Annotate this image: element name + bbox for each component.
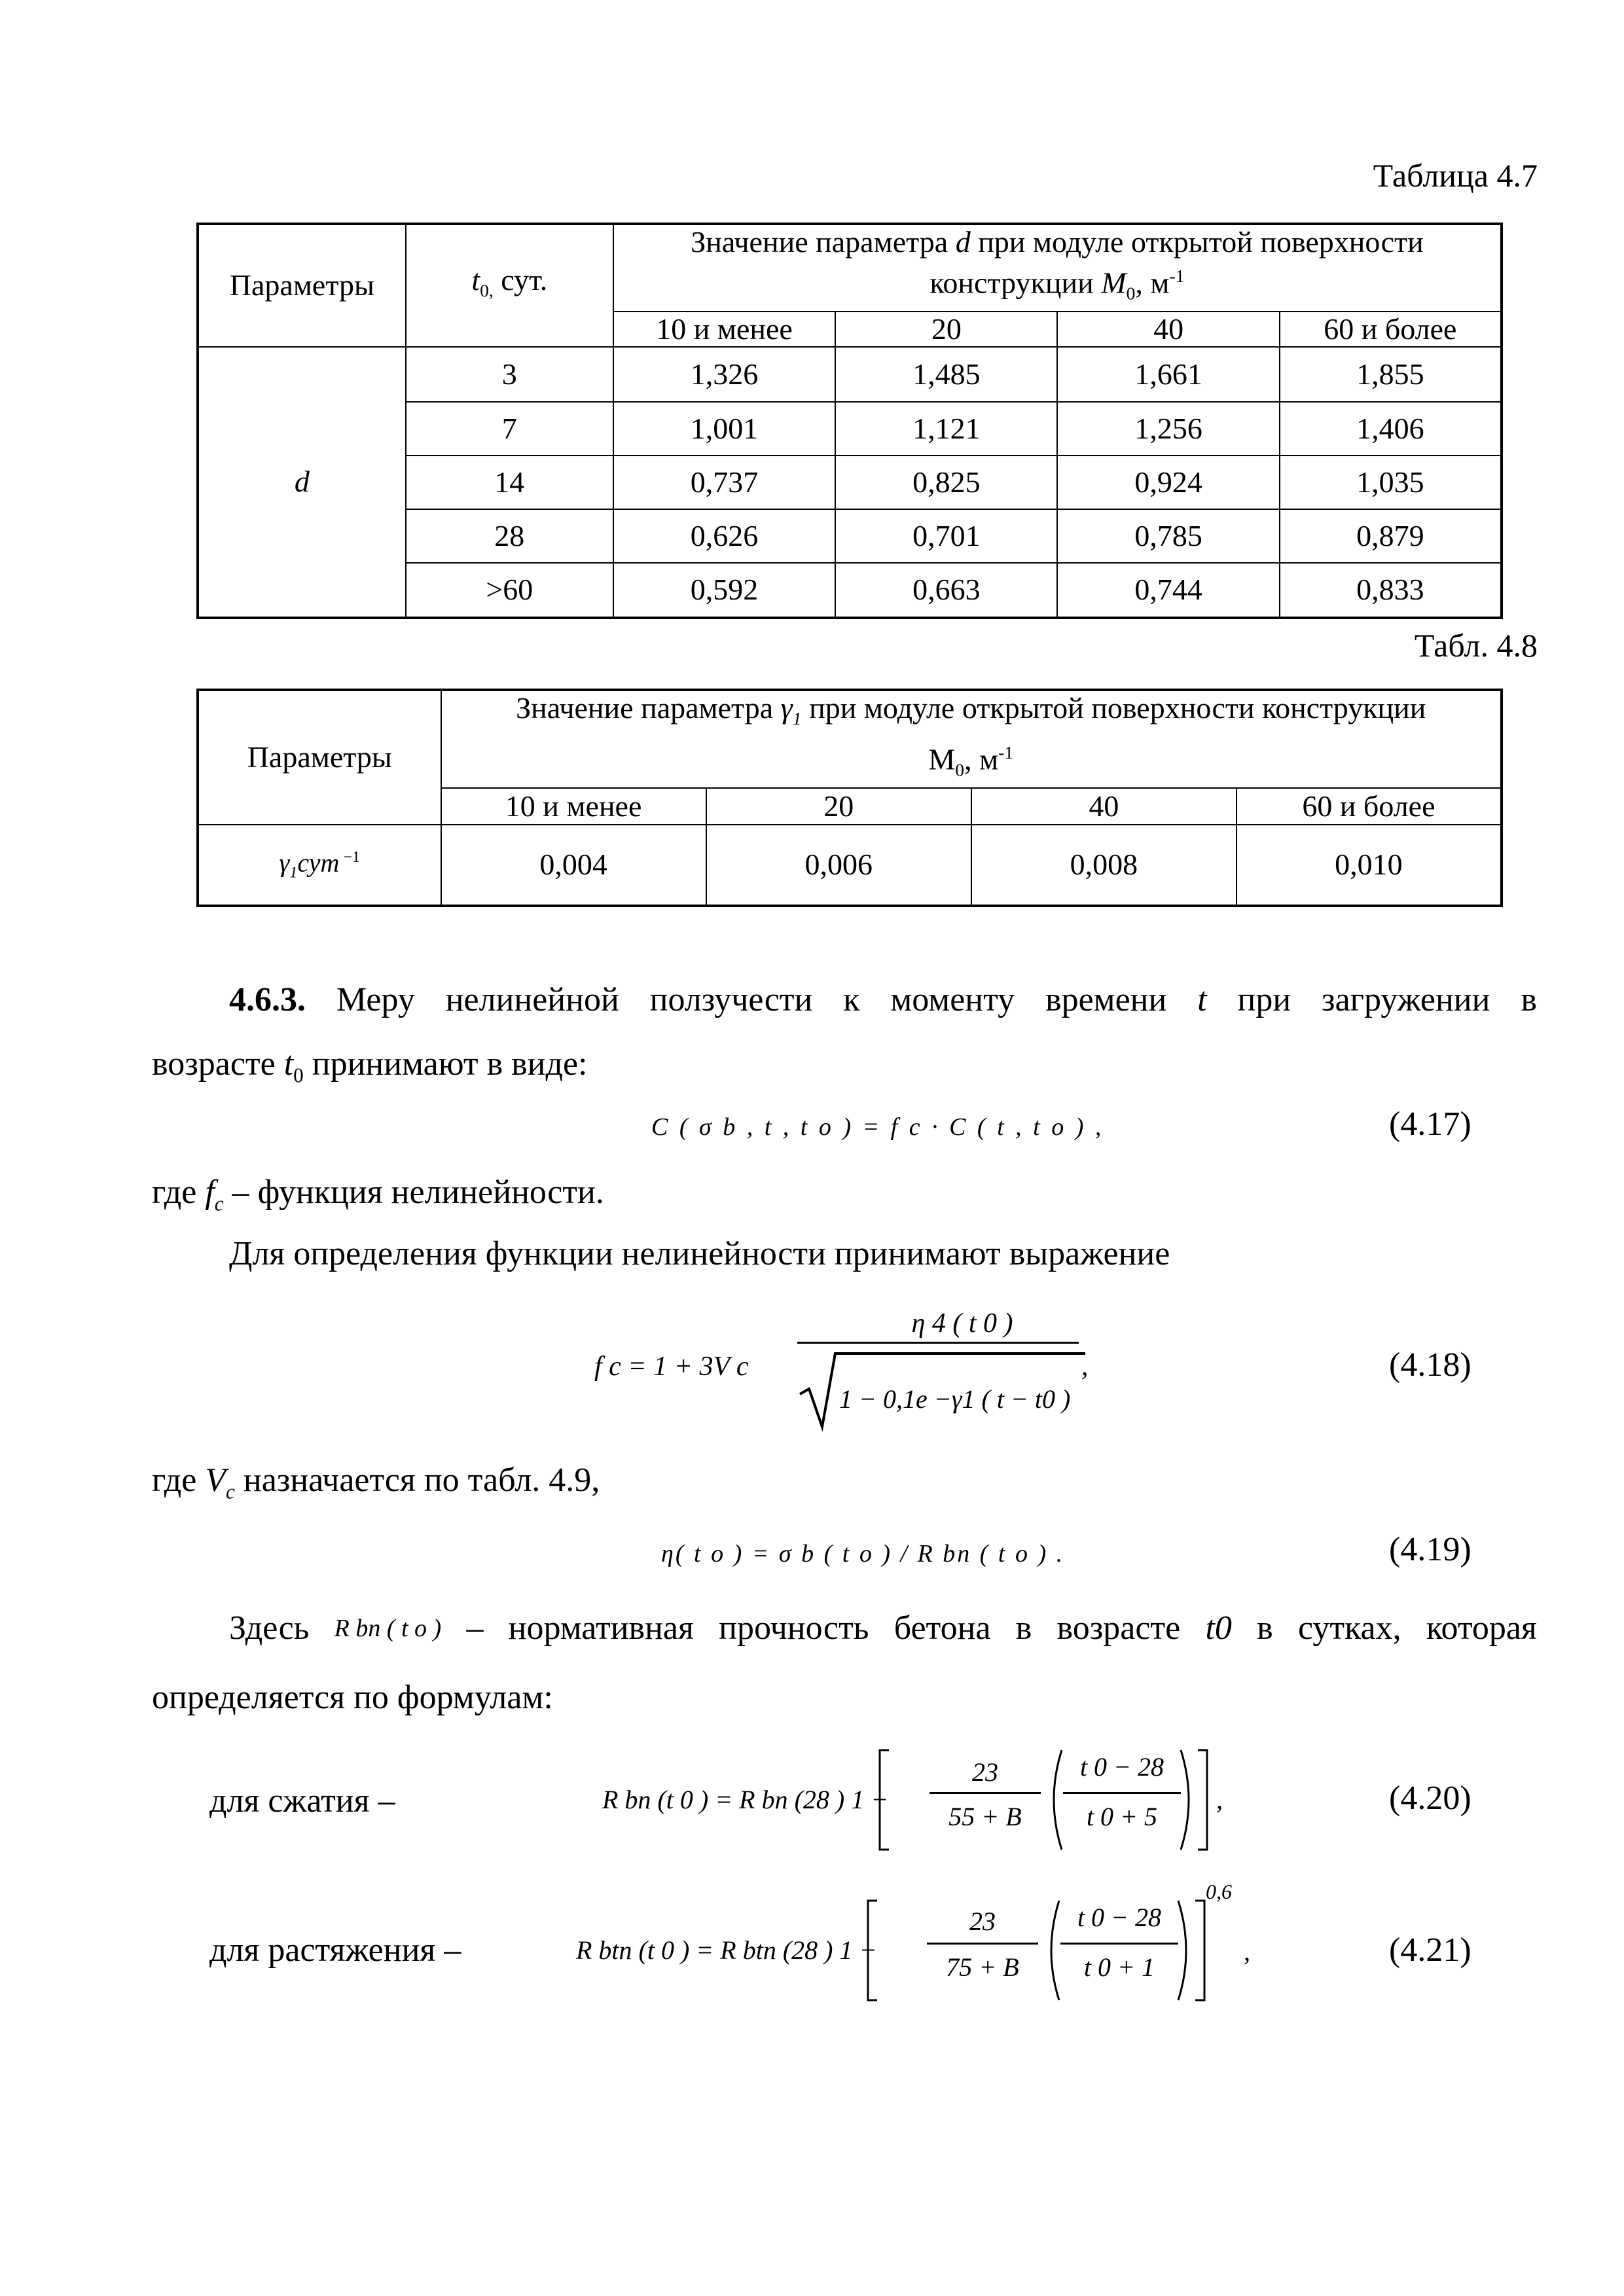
equation-number-4-21: (4.21)	[1389, 1931, 1471, 1969]
cell: 1,121	[835, 402, 1057, 456]
equation-4-20-comma: ,	[1216, 1785, 1223, 1814]
cell: 0,006	[706, 825, 971, 906]
cell-t0: 28	[406, 509, 613, 563]
cell: 0,825	[835, 456, 1057, 509]
equation-4-21-frac2-num: t 0 − 28	[1077, 1903, 1162, 1932]
equation-number-4-17: (4.17)	[1389, 1105, 1471, 1143]
cell-t0: 3	[406, 347, 613, 402]
cell-t0: 7	[406, 402, 613, 456]
equation-4-18-denominator: 1 − 0,1e −γ1 ( t − t0 )	[839, 1384, 1071, 1414]
col-header: 60 и более	[1236, 788, 1502, 825]
table-4-7	[196, 223, 1503, 619]
row-param-d: d	[198, 347, 406, 618]
right-bracket-icon	[1193, 1898, 1208, 2003]
fraction-bar	[797, 1342, 1079, 1344]
cell: 1,326	[613, 347, 835, 402]
fraction-bar	[929, 1792, 1041, 1794]
fraction-bar	[927, 1943, 1038, 1945]
paragraph-nonlinearity: Для определения функции нелинейности принимают выражение	[229, 1235, 1170, 1272]
equation-4-17: C ( σ b , t , t o ) = f c · C ( t , t o ) ,	[651, 1113, 1104, 1141]
table-4-8-caption: Табл. 4.8	[1414, 627, 1538, 664]
equation-4-18-left: f c = 1 + 3V c	[594, 1352, 749, 1382]
cell: 0,008	[971, 825, 1236, 906]
equation-4-20-frac1-den: 55 + B	[948, 1802, 1022, 1831]
equation-4-20-left: R bn (t 0 ) = R bn (28 ) 1 +	[602, 1785, 889, 1814]
where-vc: где $V_c$ назначается по табл. 4.9,	[152, 1462, 600, 1503]
equation-4-21-frac1-num: 23	[969, 1907, 996, 1936]
table-4-7-caption: Таблица 4.7	[1373, 157, 1538, 194]
fraction-bar	[1060, 1943, 1178, 1945]
col-header: 60 и более	[1280, 312, 1502, 347]
cell: 1,855	[1280, 347, 1502, 402]
equation-4-21-frac2-den: t 0 + 1	[1083, 1952, 1155, 1982]
cell: 0,592	[613, 563, 835, 618]
col-header: 20	[835, 312, 1057, 347]
cell: 0,004	[441, 825, 706, 906]
paragraph-4-6-3-line-2: возрасте $t_0$ принимают в виде:	[152, 1045, 588, 1087]
cell: 0,879	[1280, 509, 1502, 563]
tension-label: для растяжения –	[209, 1931, 461, 1969]
left-paren-icon	[1042, 1898, 1062, 2003]
col-header: 10 и менее	[441, 788, 706, 825]
cell: 1,001	[613, 402, 835, 456]
cell: 0,701	[835, 509, 1057, 563]
cell: 1,035	[1280, 456, 1502, 509]
col-header: 40	[1057, 312, 1279, 347]
header-params: Параметры	[198, 690, 441, 825]
cell: 1,406	[1280, 402, 1502, 456]
paragraph-here-line-1: Здесь R bn ( t o ) – нормативная прочность бетона в возрасте t0 в сутках, которая	[229, 1609, 1537, 1647]
equation-4-19: η( t o ) = σ b ( t o ) / R bn ( t o ) .	[661, 1540, 1065, 1568]
equation-number-4-19: (4.19)	[1389, 1531, 1471, 1568]
equation-4-21-left: R btn (t 0 ) = R btn (28 ) 1 +	[576, 1935, 877, 1965]
compression-label: для сжатия –	[209, 1782, 395, 1820]
equation-4-20-frac1-num: 23	[972, 1757, 998, 1787]
paragraph-4-6-3-line-1: 4.6.3. Меру нелинейной ползучести к моменту времени t при загружении в	[229, 981, 1537, 1018]
cell-t0: >60	[406, 563, 613, 618]
table-row	[198, 347, 1502, 402]
cell: 1,661	[1057, 347, 1279, 402]
col-header: 40	[971, 788, 1236, 825]
table-row	[198, 825, 1502, 906]
col-header: 20	[706, 788, 971, 825]
left-paren-icon	[1045, 1748, 1064, 1852]
equation-4-21-exponent: 0,6	[1206, 1880, 1232, 1903]
equation-number-4-20: (4.20)	[1389, 1780, 1471, 1817]
left-bracket-icon	[864, 1898, 880, 2003]
cell: 0,785	[1057, 509, 1279, 563]
equation-4-18-numerator: η 4 ( t 0 )	[911, 1308, 1013, 1338]
cell: 0,663	[835, 563, 1057, 618]
equation-4-18-comma: ,	[1081, 1352, 1089, 1382]
table-4-8	[196, 689, 1503, 907]
cell-t0: 14	[406, 456, 613, 509]
equation-4-21-comma: ,	[1244, 1937, 1250, 1966]
equation-number-4-18: (4.18)	[1389, 1346, 1471, 1384]
header-value: Значение параметра d при модуле открытой поверхности конструкции $M_0$, $м^{-1}$	[613, 224, 1502, 312]
cell: 0,737	[613, 456, 835, 509]
fraction-bar	[1063, 1792, 1181, 1794]
header-value: Значение параметра $\gamma_1$ при модуле открытой поверхности конструкции $М_0$, $м^{-1}$	[441, 690, 1502, 788]
cell: 0,924	[1057, 456, 1279, 509]
equation-4-20-frac2-num: t 0 − 28	[1079, 1752, 1164, 1782]
cell: 0,744	[1057, 563, 1279, 618]
right-bracket-icon	[1195, 1748, 1211, 1852]
cell: 0,010	[1236, 825, 1502, 906]
left-bracket-icon	[876, 1748, 892, 1852]
col-header: 10 и менее	[613, 312, 835, 347]
cell: 1,485	[835, 347, 1057, 402]
where-fc: где $f_c$ – функция нелинейности.	[152, 1174, 604, 1215]
paragraph-here-line-2: определяется по формулам:	[152, 1679, 553, 1716]
cell: 0,626	[613, 509, 835, 563]
row-param-gamma: $\gamma_1сут$ $^{-1}$	[198, 825, 441, 906]
header-t0: $t_{0,}$ сут.	[406, 224, 613, 347]
cell: 0,833	[1280, 563, 1502, 618]
cell: 1,256	[1057, 402, 1279, 456]
header-params: Параметры	[198, 224, 406, 347]
equation-4-20-frac2-den: t 0 + 5	[1086, 1802, 1158, 1831]
equation-4-21-frac1-den: 75 + B	[946, 1952, 1019, 1982]
